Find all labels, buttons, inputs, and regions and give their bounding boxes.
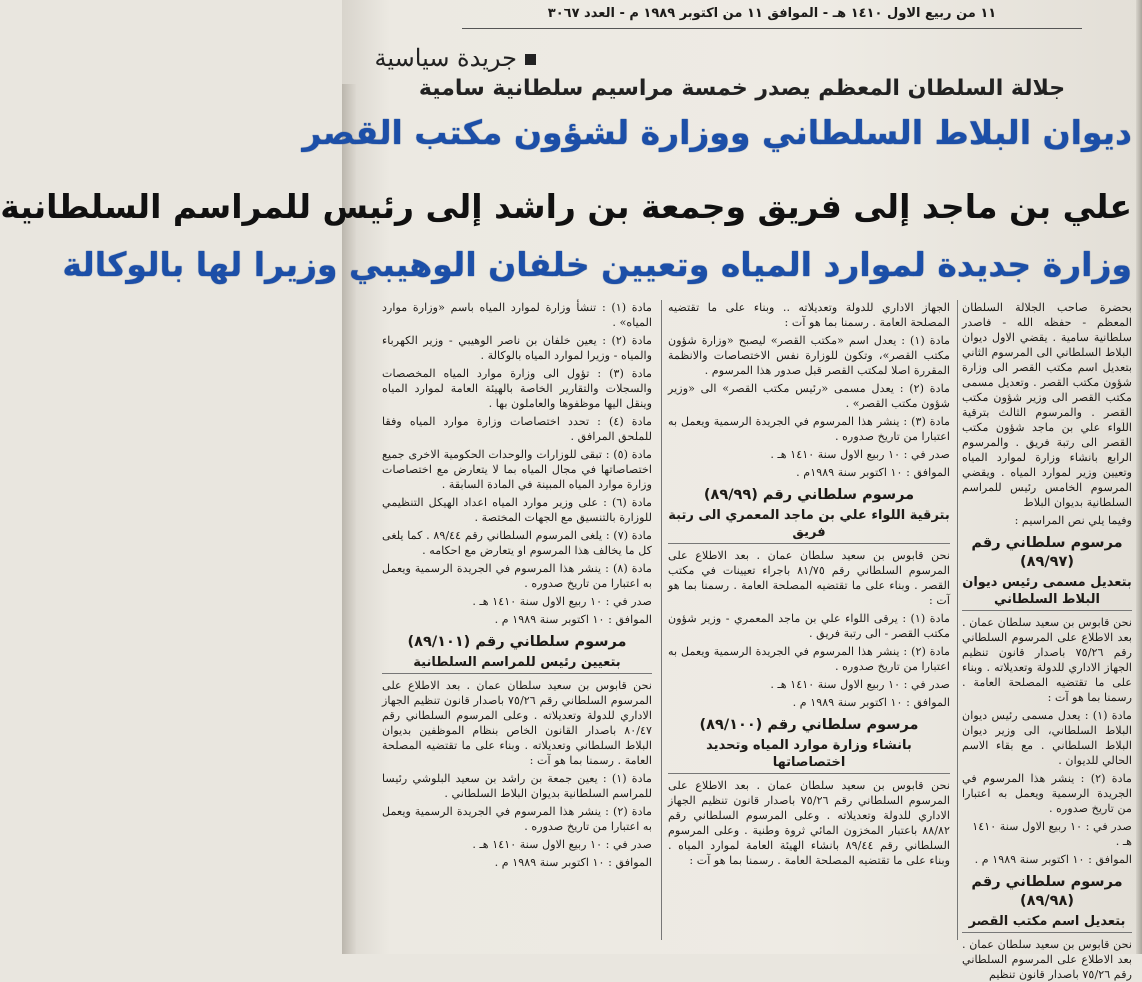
decree-article: مادة (٧) : يلغى المرسوم السلطاني رقم ٨٩/٤٤ . كما يلغى كل ما يخالف هذا المرسوم او يتعارض مع احكامه .: [382, 529, 653, 557]
decree-date: الموافق : ١٠ اكتوبر سنة ١٩٨٩م .: [796, 466, 950, 479]
decree-article: مادة (٢) : ينشر هذا المرسوم في الجريدة الرسمية ويعمل به اعتبارا من تاريخ صدوره .: [962, 772, 1132, 815]
decree-subtitle: بانشاء وزارة موارد المياه وتحديد اختصاصاتها: [668, 737, 950, 774]
decree-article: مادة (٢) : ينشر هذا المرسوم في الجريدة الرسمية ويعمل به اعتبارا من تاريخ صدوره .: [668, 645, 950, 673]
decree-preamble: نحن قابوس بن سعيد سلطان عمان . بعد الاطلاع على المرسوم السلطاني رقم ٧٥/٢٦ باصدار قانون تنظيم: [962, 938, 1132, 981]
decree-title: مرسوم سلطاني رقم (٨٩/٩٧): [971, 535, 1123, 570]
article-column-3: [382, 300, 652, 954]
article-intro: بحضرة صاحب الجلالة السلطان المعظم - حفظه الله - فاصدر سلطانية سامية . يقضي الاول ديوان البلاط السلطاني الى المرسوم الثاني بتعديل اسم مكتب القصر الى وزارة شؤون مكتب القصر . وتعديل مسمى مكتب القصر الى وزير شؤون مكتب القصر . والمرسوم الثالث بترقية اللواء علي بن ماجد شؤون مكتب القصر الى رتبة فريق . والمرسوم الرابع بانشاء وزارة لموارد المياه وتعيين وزير لموارد المياه . ويقضي المرسوم الخامس رئيس للمراسم السلطانية بديوان البلاط: [962, 301, 1132, 509]
section-name: [346, 44, 536, 72]
decree-issued: صدر في : ١٠ ربيع الاول سنة ١٤١٠ هـ .: [770, 678, 950, 691]
column-rule: [661, 300, 662, 940]
dateline: ١١ من ربيع الاول ١٤١٠ هـ - الموافق ١١ من اكتوبر ١٩٨٩ م - العدد ٣٠٦٧: [462, 6, 1082, 29]
headline-main: ديوان البلاط السلطاني ووزارة لشؤون مكتب القصر: [302, 113, 1132, 152]
decree-article: مادة (١) : يعين جمعة بن راشد بن سعيد البلوشي رئيسا للمراسم السلطانية بديوان البلاط السلطاني .: [382, 772, 652, 800]
decree-article: مادة (٣) : تؤول الى وزارة موارد المياه المخصصات والسجلات والتقارير الخاصة بالهيئة العامة لموارد المياه وينقل اليها موظفوها والعاملون بها .: [382, 367, 652, 410]
decree-issued: صدر في : ١٠ ربيع الاول سنة ١٤١٠ هـ .: [472, 838, 652, 851]
page-edge: [1136, 0, 1142, 954]
decree-subtitle: بتعديل اسم مكتب القصر: [962, 913, 1132, 933]
decree-article: مادة (٣) : ينشر هذا المرسوم في الجريدة الرسمية ويعمل به اعتبارا من تاريخ صدوره .: [668, 415, 950, 443]
decree-date: الموافق : ١٠ اكتوبر سنة ١٩٨٩ م .: [494, 613, 652, 626]
decree-article: مادة (٨) : ينشر هذا المرسوم في الجريدة الرسمية ويعمل به اعتبارا من تاريخ صدوره .: [382, 562, 652, 590]
decree-article: مادة (١) : يرقى اللواء علي بن ماجد المعمري - وزير شؤون مكتب القصر - الى رتبة فريق .: [668, 612, 950, 640]
decree-subtitle: بترقية اللواء علي بن ماجد المعمري الى رتبة فريق: [668, 507, 950, 544]
decree-title: مرسوم سلطاني رقم (٨٩/١٠١): [407, 634, 627, 650]
headline-kicker: جلالة السلطان المعظم يصدر خمسة مراسيم سلطانية سامية: [418, 76, 1066, 101]
decree-subtitle: بتعديل مسمى رئيس ديوان البلاط السلطاني: [962, 574, 1132, 611]
decree-title: مرسوم سلطاني رقم (٨٩/٩٨): [971, 874, 1123, 909]
decree-issued: صدر في : ١٠ ربيع الاول سنة ١٤١٠ هـ .: [972, 820, 1132, 848]
article-column-2: [668, 300, 950, 954]
decree-article: مادة (٢) : ينشر هذا المرسوم في الجريدة الرسمية ويعمل به اعتبارا من تاريخ صدوره .: [382, 805, 652, 833]
decree-title: مرسوم سلطاني رقم (٨٩/٩٩): [703, 487, 915, 503]
decree-issued: صدر في : ١٠ ربيع الاول سنة ١٤١٠ هـ .: [770, 448, 950, 461]
decree-date: الموافق : ١٠ اكتوبر سنة ١٩٨٩ م .: [974, 853, 1132, 866]
article-transition: وفيما يلي نص المراسيم :: [1014, 514, 1132, 527]
decree-preamble: الجهاز الاداري للدولة وتعديلاته .. وبناء على ما تقتضيه المصلحة العامة . رسمنا بما هو آت :: [668, 301, 950, 329]
decree-article: مادة (٢) : يعين خلفان بن ناصر الوهيبي - وزير الكهرباء والمياه - وزيرا لموارد المياه بالوكالة .: [382, 334, 652, 362]
section-label: جريدة سياسية: [374, 44, 517, 72]
decree-article: مادة (٤) : تحدد اختصاصات وزارة موارد المياه وفقا للملحق المرافق .: [382, 415, 652, 443]
decree-issued: صدر في : ١٠ ربيع الاول سنة ١٤١٠ هـ .: [472, 595, 652, 608]
decree-title: مرسوم سلطاني رقم (٨٩/١٠٠): [699, 717, 919, 733]
decree-article: مادة (١) : تنشأ وزارة لموارد المياه باسم «وزارة موارد المياه» .: [382, 301, 652, 329]
column-rule: [957, 300, 958, 940]
decree-preamble: نحن قابوس بن سعيد سلطان عمان . بعد الاطلاع على المرسوم السلطاني رقم ٧٥/٢٦ باصدار قانون تنظيم الجهاز الاداري للدولة وتعديلاته . وعلى المرسوم السلطاني رقم ٨٠/٤٧ باصدار القانون الخاص بنظام الموظفين بديوان البلاط السلطاني وتعديلاته . وبناء على ما تقتضيه المصلحة العامة . رسمنا بما هو آت :: [382, 679, 653, 767]
decree-article: مادة (٢) : يعدل مسمى «رئيس مكتب القصر» الى «وزير شؤون مكتب القصر» .: [668, 382, 950, 410]
decree-preamble: نحن قابوس بن سعيد سلطان عمان . بعد الاطلاع على المرسوم السلطاني رقم ٧٥/٢٦ باصدار قانون تنظيم الجهاز الاداري للدولة وتعديلاته . وبناء على ما تقتضيه المصلحة العامة . رسمنا بما هو آت :: [962, 616, 1132, 704]
headline-sub-1: علي بن ماجد إلى فريق وجمعة بن راشد إلى رئيس للمراسم السلطانية: [0, 187, 1132, 226]
decree-preamble: نحن قابوس بن سعيد سلطان عمان . بعد الاطلاع على المرسوم السلطاني رقم ٧٥/٢٦ باصدار قانون تنظيم الجهاز الاداري للدولة وتعديلاته . وعلى المرسوم السلطاني رقم ٨٨/٨٢ باعتبار المخزون المائي ثروة وطنية . وعلى المرسوم السلطاني رقم ٨٩/٤٤ بانشاء الهيئة العامة لموارد المياه . وبناء على ما تقتضيه المصلحة العامة . رسمنا بما هو آت :: [668, 779, 950, 867]
decree-article: مادة (١) : يعدل اسم «مكتب القصر» ليصبح «وزارة شؤون مكتب القصر»، وتكون للوزارة نفس الاختصاصات والانظمة المقررة اصلا لمكتب القصر قبل صدور هذا المرسوم .: [668, 334, 950, 377]
decree-article: مادة (٥) : تبقى للوزارات والوحدات الحكومية الاخرى جميع اختصاصاتها في مجال المياه بما لا يتعارض مع اختصاصات وزارة موارد المياه المبينة في المادة السابقة .: [382, 448, 652, 491]
decree-subtitle: بتعيين رئيس للمراسم السلطانية: [382, 654, 652, 674]
decree-preamble: نحن قابوس بن سعيد سلطان عمان . بعد الاطلاع على المرسوم السلطاني رقم ٨١/٧٥ باجراء تعيينات في مكتب القصر . وبناء على ما تقتضيه المصلحة العامة . رسمنا بما هو آت :: [668, 549, 950, 607]
decree-article: مادة (٦) : على وزير موارد المياه اعداد الهيكل التنظيمي للوزارة بالتنسيق مع الجهات المختصة .: [382, 496, 652, 524]
decree-article: مادة (١) : يعدل مسمى رئيس ديوان البلاط السلطاني، الى وزير ديوان البلاط السلطاني . مع بقاء الاسم الحالي للديوان .: [962, 709, 1133, 767]
headline-sub-2: وزارة جديدة لموارد المياه وتعيين خلفان الوهيبي وزيرا لها بالوكالة: [62, 245, 1132, 284]
square-bullet-icon: [525, 54, 536, 65]
article-column-1: [962, 300, 1133, 981]
decree-date: الموافق : ١٠ اكتوبر سنة ١٩٨٩ م .: [494, 856, 652, 869]
decree-date: الموافق : ١٠ اكتوبر سنة ١٩٨٩ م .: [792, 696, 950, 709]
